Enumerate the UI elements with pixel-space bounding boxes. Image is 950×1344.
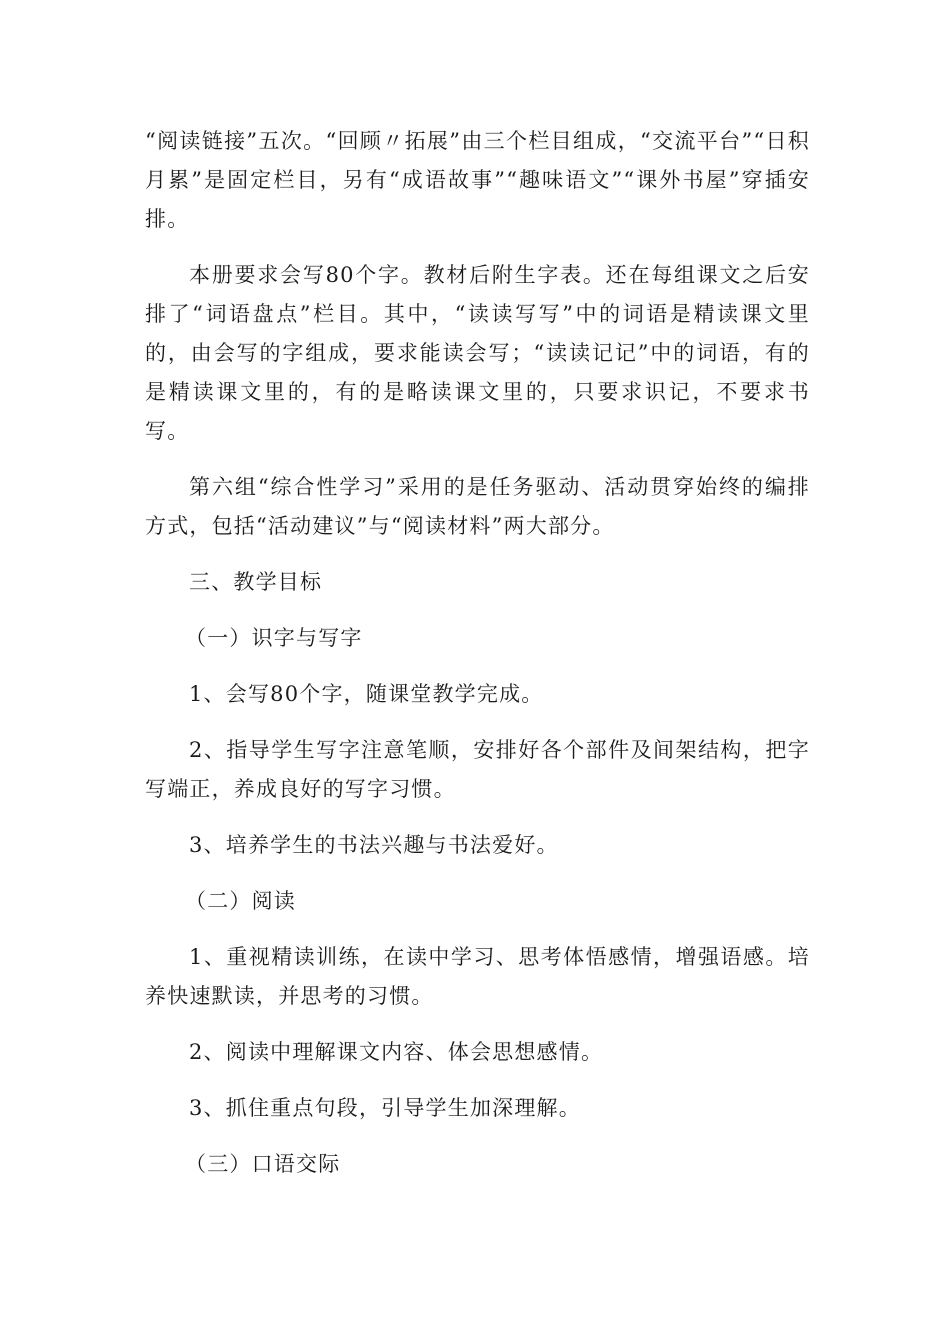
list-item-reading-1: 1、重视精读训练，在读中学习、思考体悟感情，增强语感。培养快速默读，并思考的习惯。 (145, 945, 810, 1008)
paragraph-reading-links: “阅读链接”五次。“回顾〃拓展”由三个栏目组成，“交流平台”“日积月累”是固定栏目，另有“成语故事”“趣味语文”“课外书屋”穿插安排。 (145, 129, 810, 231)
list-item-literacy-3: 3、培养学生的书法兴趣与书法爱好。 (189, 833, 559, 857)
paragraph-comprehensive-learning: 第六组“综合性学习”采用的是任务驱动、活动贯穿始终的编排方式，包括“活动建议”与“阅读材料”两大部分。 (145, 475, 810, 538)
section-heading-teaching-goals: 三、教学目标 (189, 570, 323, 594)
list-item-reading-2: 2、阅读中理解课文内容、体会思想感情。 (189, 1040, 604, 1064)
list-item-reading-3: 3、抓住重点句段，引导学生加深理解。 (189, 1096, 581, 1120)
paragraph-writing-requirements: 本册要求会写80个字。教材后附生字表。还在每组课文之后安排了“词语盘点”栏目。其中，“读读写写”中的词语是精读课文里的，由会写的字组成，要求能读会写；“读读记记”中的词语，有的是精读课文里的，有的是略读课文里的，只要求识记，不要求书写。 (145, 263, 810, 443)
subsection-heading-reading: （二）阅读 (185, 889, 296, 913)
list-item-literacy-1: 1、会写80个字，随课堂教学完成。 (189, 682, 544, 706)
list-item-literacy-2: 2、指导学生写字注意笔顺，安排好各个部件及间架结构，把字写端正，养成良好的写字习惯。 (145, 738, 810, 801)
subsection-heading-literacy: （一）识字与写字 (185, 626, 363, 650)
document-body (145, 122, 810, 1184)
subsection-heading-oral-communication: （三）口语交际 (185, 1152, 341, 1176)
